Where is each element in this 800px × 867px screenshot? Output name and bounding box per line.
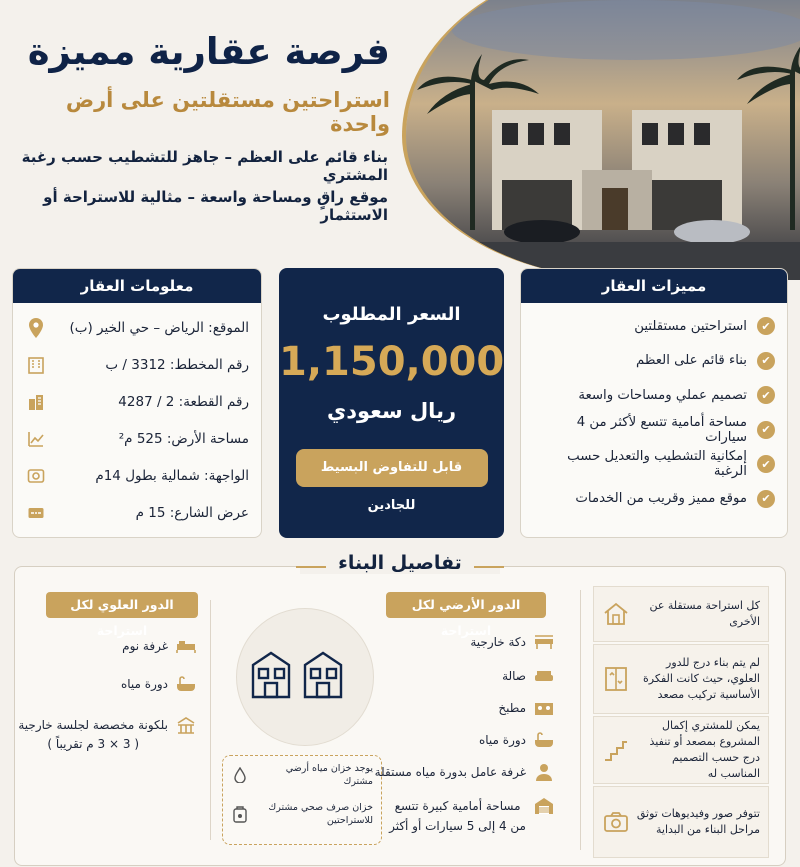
info-area-text: مساحة الأرض: 525 م² <box>118 430 249 447</box>
road-icon <box>25 502 47 524</box>
column-divider <box>210 600 211 840</box>
area-chart-icon <box>25 428 47 450</box>
info-row-location <box>13 309 261 346</box>
balcony-text-group <box>18 716 168 754</box>
check-icon: ✔ <box>757 317 775 335</box>
ground-room-kitchen <box>498 698 554 718</box>
balcony-icon <box>176 716 196 736</box>
note-text: تتوفر صور وفيديوهات توثق مراحل البناء من البداية <box>636 807 760 836</box>
building-details-title-text: تفاصيل البناء <box>338 552 462 574</box>
room-label: صالة <box>502 669 526 683</box>
note-text: لم يتم بناء درج للدور العلوي، حيث كانت الفكرة الأساسية تركيب مصعد <box>643 656 760 701</box>
page-title: فرصة عقارية مميزة <box>27 30 390 73</box>
stairs-icon <box>602 736 630 764</box>
check-icon: ✔ <box>757 490 775 508</box>
feature-text: استراحتين مستقلتين <box>634 318 747 334</box>
tagline-1: بناء قائم على العظم – جاهز للتشطيب حسب رغبة المشتري <box>21 148 388 184</box>
note-media <box>593 786 769 858</box>
hero <box>0 0 800 262</box>
info-row-facade <box>13 457 261 494</box>
feature-item <box>521 413 787 448</box>
features-heading: مميزات العقار <box>521 269 787 303</box>
info-street-text: عرض الشارع: 15 م <box>135 504 249 521</box>
room-label: مساحة أمامية كبيرة تتسع <box>394 799 521 813</box>
info-row-plan <box>13 346 261 383</box>
room-label: مطبخ <box>498 701 526 715</box>
bathtub-icon <box>176 674 196 694</box>
room-label: بلكونة مخصصة لجلسة خارجية <box>18 718 168 732</box>
camera-icon <box>602 808 630 836</box>
feature-text: بناء قائم على العظم <box>636 353 747 369</box>
room-sublabel: ( 3 × 3 م تقريباً ) <box>47 737 140 752</box>
room-label: دورة مياه <box>478 733 526 747</box>
note-text: يمكن للمشتري إكمال المشروع بمصعد أو تنفيذ درج حسب التصميم المناسب له <box>649 719 760 780</box>
check-icon: ✔ <box>757 352 775 370</box>
elevator-icon <box>602 665 630 693</box>
upper-room-bath <box>121 674 196 694</box>
shared-tanks-box <box>222 755 382 845</box>
feature-text: مساحة أمامية تتسع لأكثر من 4 سيارات <box>576 414 747 445</box>
tank-icon <box>231 805 249 823</box>
info-row-plot <box>13 383 261 420</box>
price-value: 1,150,000 <box>279 339 505 385</box>
property-info-heading: معلومات العقار <box>13 269 261 303</box>
price-currency: ريال سعودي <box>326 399 457 423</box>
info-row-street <box>13 494 261 531</box>
bed-icon <box>176 636 196 656</box>
bathtub-icon <box>534 730 554 750</box>
note-elevator <box>593 644 769 714</box>
price-label: السعر المطلوب <box>322 304 461 325</box>
ground-room-hall <box>502 666 554 686</box>
bench-icon <box>534 632 554 652</box>
info-plot-text: رقم القطعة: 2 / 4287 <box>118 393 249 410</box>
ground-floor-badge: الدور الأرضي لكل استراحة <box>386 592 546 618</box>
villa-photo <box>402 0 800 280</box>
stove-icon <box>534 698 554 718</box>
property-info-card <box>12 268 262 538</box>
worker-icon <box>534 762 554 782</box>
location-pin-icon <box>25 317 47 339</box>
water-tank-row <box>223 756 381 789</box>
note-stairs <box>593 716 769 784</box>
parking-text-group <box>389 796 526 837</box>
room-label: دكة خارجية <box>470 635 526 649</box>
price-card <box>279 268 504 538</box>
title-divider <box>474 566 504 568</box>
ground-room-parking <box>389 796 554 837</box>
feature-item <box>521 447 787 482</box>
sewage-tank-row <box>223 789 381 828</box>
column-divider <box>580 590 581 850</box>
upper-floor-badge: الدور العلوي لكل استراحة <box>46 592 198 618</box>
tank-text: خزان صرف صحي مشترك للاستراحتين <box>268 801 373 826</box>
feature-item <box>521 482 787 517</box>
page-subtitle: استراحتين مستقلتين على أرض واحدة <box>65 88 390 136</box>
upper-room-balcony <box>18 716 196 754</box>
building-details-heading <box>300 552 500 574</box>
feature-text: إمكانية التشطيب والتعديل حسب الرغبة <box>567 449 747 480</box>
check-icon: ✔ <box>757 386 775 404</box>
note-independent <box>593 586 769 642</box>
feature-text: موقع مميز وقريب من الخدمات <box>575 491 747 507</box>
info-plan-text: رقم المخطط: 3312 / ب <box>105 356 249 373</box>
title-divider <box>296 566 326 568</box>
room-label: دورة مياه <box>120 677 168 691</box>
room-sublabel: من 4 إلى 5 سيارات أو أكثر <box>389 819 526 834</box>
note-text: كل استراحة مستقلة عن الأخرى <box>649 599 760 628</box>
info-location-text: الموقع: الرياض – حي الخير (ب) <box>69 319 249 336</box>
houses-illustration <box>236 608 374 746</box>
feature-item <box>521 344 787 379</box>
features-card <box>520 268 788 538</box>
compass-icon <box>25 465 47 487</box>
ground-room-bench <box>470 632 554 652</box>
feature-item <box>521 378 787 413</box>
ground-room-worker <box>375 762 554 782</box>
info-row-area <box>13 420 261 457</box>
water-drop-icon <box>231 766 249 784</box>
building-icon <box>25 354 47 376</box>
upper-room-bedroom <box>122 636 196 656</box>
feature-text: تصميم عملي ومساحات واسعة <box>578 387 747 403</box>
negotiable-badge: قابل للتفاوض البسيط للجادين <box>296 449 488 487</box>
tank-text: يوجد خزان مياه أرضي مشترك <box>285 763 373 788</box>
feature-item <box>521 309 787 344</box>
garage-icon <box>534 796 554 816</box>
house-icon <box>602 600 630 628</box>
sofa-icon <box>534 666 554 686</box>
check-icon: ✔ <box>757 421 775 439</box>
check-icon: ✔ <box>757 455 775 473</box>
room-label: غرفة عامل بدورة مياه مستقلة <box>374 765 526 779</box>
ground-room-bath <box>479 730 554 750</box>
buildings-icon <box>25 391 47 413</box>
tagline-2: موقع راقٍ ومساحة واسعة – مثالية للاستراحة أو الاستثمار <box>43 188 388 224</box>
info-facade-text: الواجهة: شمالية بطول 14م <box>95 467 249 484</box>
room-label: غرفة نوم <box>122 639 168 653</box>
